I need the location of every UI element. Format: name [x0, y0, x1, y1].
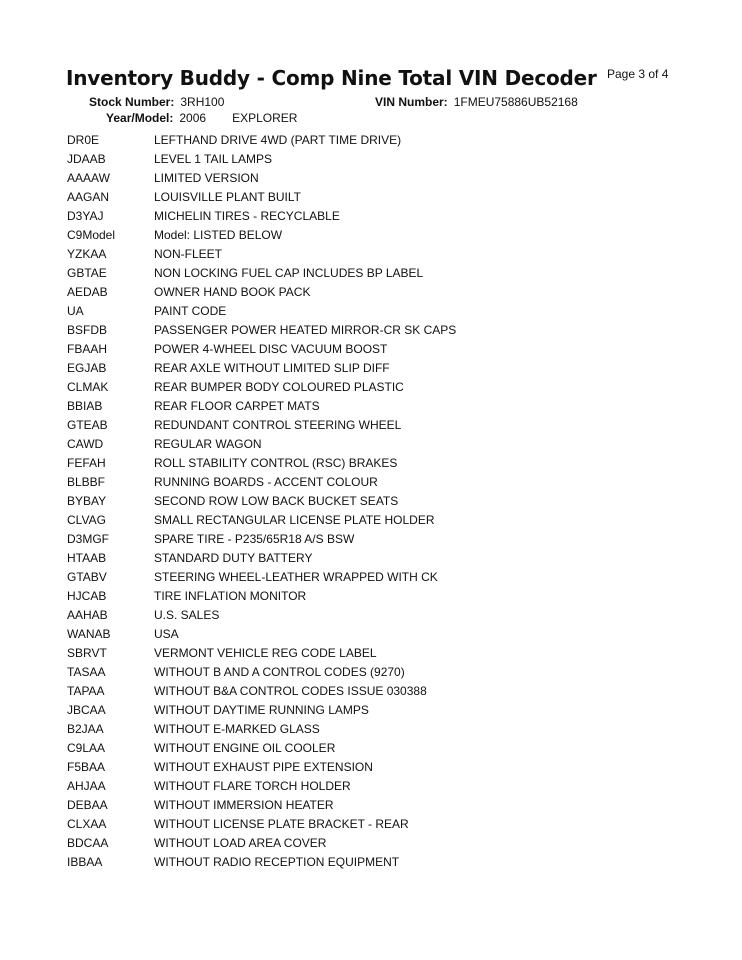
option-code: CAWD	[67, 437, 104, 451]
option-code: FBAAH	[67, 342, 108, 356]
option-description: PASSENGER POWER HEATED MIRROR-CR SK CAPS	[154, 323, 457, 337]
option-row	[67, 456, 667, 475]
option-row	[67, 323, 667, 342]
option-description: MICHELIN TIRES - RECYCLABLE	[154, 209, 340, 223]
option-code: D3YAJ	[67, 209, 104, 223]
option-code: EGJAB	[67, 361, 107, 375]
option-description: WITHOUT LICENSE PLATE BRACKET - REAR	[154, 817, 409, 831]
option-code: AEDAB	[67, 285, 108, 299]
option-description: VERMONT VEHICLE REG CODE LABEL	[154, 646, 377, 660]
option-code: BLBBF	[67, 475, 106, 489]
option-code: HTAAB	[67, 551, 107, 565]
option-code: CLMAK	[67, 380, 109, 394]
vin-number-field	[375, 95, 578, 109]
option-code: FEFAH	[67, 456, 106, 470]
option-row	[67, 646, 667, 665]
option-code: JBCAA	[67, 703, 106, 717]
option-code: GTABV	[67, 570, 107, 584]
option-code: D3MGF	[67, 532, 109, 546]
option-code: IBBAA	[67, 855, 103, 869]
option-code: AAHAB	[67, 608, 108, 622]
option-code: BSFDB	[67, 323, 108, 337]
option-row	[67, 209, 667, 228]
option-row	[67, 266, 667, 285]
option-description: WITHOUT EXHAUST PIPE EXTENSION	[154, 760, 373, 774]
vin-number-label: VIN Number:	[375, 95, 448, 109]
option-code: WANAB	[67, 627, 111, 641]
option-row	[67, 722, 667, 741]
stock-number-label: Stock Number:	[89, 95, 175, 109]
option-row	[67, 608, 667, 627]
option-code: SBRVT	[67, 646, 107, 660]
year-model-label: Year/Model:	[106, 111, 174, 125]
option-description: STANDARD DUTY BATTERY	[154, 551, 313, 565]
option-description: NON LOCKING FUEL CAP INCLUDES BP LABEL	[154, 266, 424, 280]
option-code: AHJAA	[67, 779, 106, 793]
option-code: C9Model	[67, 228, 116, 242]
option-row	[67, 551, 667, 570]
option-code: AAAAW	[67, 171, 110, 185]
option-code: BBIAB	[67, 399, 103, 413]
option-description: USA	[154, 627, 179, 641]
option-description: WITHOUT B&A CONTROL CODES ISSUE 030388	[154, 684, 427, 698]
option-description: PAINT CODE	[154, 304, 227, 318]
option-description: WITHOUT DAYTIME RUNNING LAMPS	[154, 703, 369, 717]
option-description: LEVEL 1 TAIL LAMPS	[154, 152, 273, 166]
option-code: HJCAB	[67, 589, 107, 603]
option-code: AAGAN	[67, 190, 110, 204]
stock-number-value: 3RH100	[180, 95, 225, 109]
option-row	[67, 361, 667, 380]
option-row	[67, 589, 667, 608]
option-row	[67, 703, 667, 722]
option-row	[67, 798, 667, 817]
option-row	[67, 190, 667, 209]
stock-number-field	[89, 95, 224, 109]
option-description: WITHOUT ENGINE OIL COOLER	[154, 741, 336, 755]
option-description: NON-FLEET	[154, 247, 223, 261]
model-value: EXPLORER	[232, 111, 298, 125]
option-row	[67, 152, 667, 171]
option-row	[67, 836, 667, 855]
option-description: STEERING WHEEL-LEATHER WRAPPED WITH CK	[154, 570, 438, 584]
option-row	[67, 342, 667, 361]
option-code: F5BAA	[67, 760, 106, 774]
option-code: CLXAA	[67, 817, 107, 831]
option-description: RUNNING BOARDS - ACCENT COLOUR	[154, 475, 378, 489]
option-code: GBTAE	[67, 266, 107, 280]
option-code: GTEAB	[67, 418, 108, 432]
option-row	[67, 437, 667, 456]
option-code: CLVAG	[67, 513, 106, 527]
option-description: WITHOUT FLARE TORCH HOLDER	[154, 779, 351, 793]
option-code: C9LAA	[67, 741, 106, 755]
option-description: WITHOUT E-MARKED GLASS	[154, 722, 320, 736]
option-code: JDAAB	[67, 152, 106, 166]
option-code: YZKAA	[67, 247, 107, 261]
option-description: LOUISVILLE PLANT BUILT	[154, 190, 301, 204]
option-code: TASAA	[67, 665, 106, 679]
option-description: WITHOUT B AND A CONTROL CODES (9270)	[154, 665, 405, 679]
option-description: WITHOUT LOAD AREA COVER	[154, 836, 327, 850]
option-row	[67, 741, 667, 760]
option-row	[67, 570, 667, 589]
option-description: REGULAR WAGON	[154, 437, 262, 451]
page-indicator: Page 3 of 4	[607, 67, 669, 81]
option-row	[67, 285, 667, 304]
option-description: REAR FLOOR CARPET MATS	[154, 399, 320, 413]
option-row	[67, 380, 667, 399]
document-title: Inventory Buddy - Comp Nine Total VIN Decoder	[66, 66, 597, 90]
option-code: UA	[67, 304, 84, 318]
option-row	[67, 475, 667, 494]
option-row	[67, 133, 667, 152]
option-row	[67, 399, 667, 418]
option-codes-list	[67, 133, 667, 874]
option-description: TIRE INFLATION MONITOR	[154, 589, 307, 603]
option-code: DR0E	[67, 133, 100, 147]
option-row	[67, 627, 667, 646]
option-row	[67, 247, 667, 266]
option-description: U.S. SALES	[154, 608, 220, 622]
option-row	[67, 532, 667, 551]
option-row	[67, 171, 667, 190]
vin-number-value: 1FMEU75886UB52168	[453, 95, 578, 109]
option-row	[67, 684, 667, 703]
option-row	[67, 817, 667, 836]
option-row	[67, 760, 667, 779]
option-row	[67, 304, 667, 323]
option-description: WITHOUT RADIO RECEPTION EQUIPMENT	[154, 855, 400, 869]
option-row	[67, 855, 667, 874]
option-description: Model: LISTED BELOW	[154, 228, 283, 242]
option-description: LIMITED VERSION	[154, 171, 259, 185]
option-description: WITHOUT IMMERSION HEATER	[154, 798, 334, 812]
option-description: REAR AXLE WITHOUT LIMITED SLIP DIFF	[154, 361, 390, 375]
option-row	[67, 513, 667, 532]
option-code: DEBAA	[67, 798, 108, 812]
option-row	[67, 228, 667, 247]
option-code: TAPAA	[67, 684, 105, 698]
option-description: OWNER HAND BOOK PACK	[154, 285, 311, 299]
option-description: SECOND ROW LOW BACK BUCKET SEATS	[154, 494, 399, 508]
option-row	[67, 418, 667, 437]
option-description: SMALL RECTANGULAR LICENSE PLATE HOLDER	[154, 513, 435, 527]
year-model-field	[106, 111, 297, 125]
option-description: LEFTHAND DRIVE 4WD (PART TIME DRIVE)	[154, 133, 402, 147]
option-row	[67, 779, 667, 798]
option-description: POWER 4-WHEEL DISC VACUUM BOOST	[154, 342, 388, 356]
option-description: REAR BUMPER BODY COLOURED PLASTIC	[154, 380, 404, 394]
option-code: BYBAY	[67, 494, 107, 508]
option-code: BDCAA	[67, 836, 109, 850]
option-description: ROLL STABILITY CONTROL (RSC) BRAKES	[154, 456, 398, 470]
option-row	[67, 665, 667, 684]
option-description: SPARE TIRE - P235/65R18 A/S BSW	[154, 532, 355, 546]
option-row	[67, 494, 667, 513]
option-code: B2JAA	[67, 722, 104, 736]
year-value: 2006	[179, 111, 207, 125]
option-description: REDUNDANT CONTROL STEERING WHEEL	[154, 418, 402, 432]
